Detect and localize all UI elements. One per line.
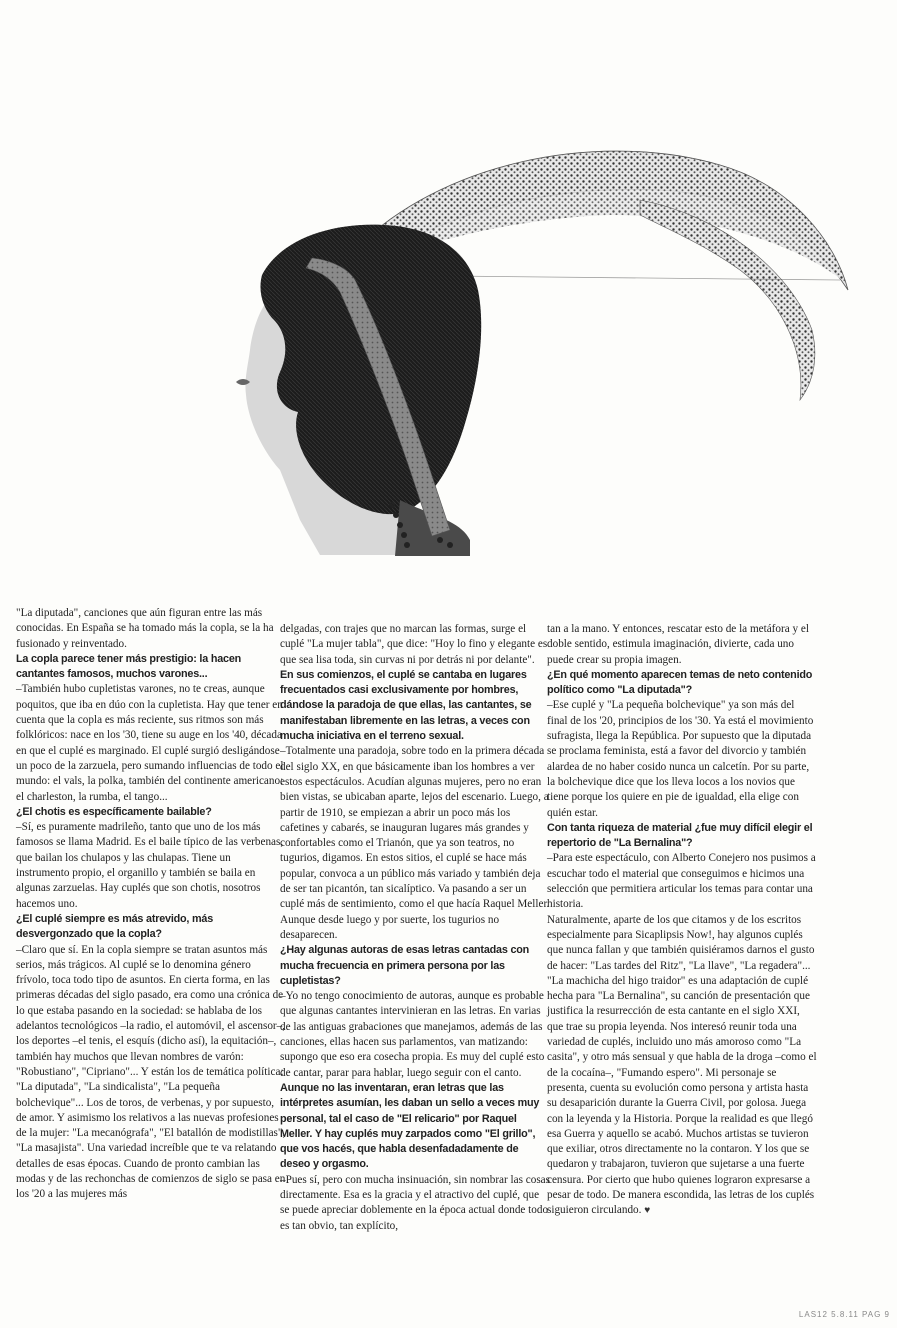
interview-question: En sus comienzos, el cuplé se cantaba en lugares frecuentados casi exclusivamente por hombres, dándose la paradoja de que ellas, las cantantes, se manifestaban libremente en las letras, a veces con mucha iniciativa en el terreno sexual. bbox=[280, 668, 532, 743]
interview-question: ¿El cuplé siempre es más atrevido, más desvergonzado que la copla? bbox=[16, 912, 214, 941]
answer-paragraph: tan a la mano. Y entonces, rescatar esto de la metáfora y el doble sentido, estimula imaginación, divierte, cada uno puede crear su propia imagen. bbox=[547, 623, 809, 666]
answer-paragraph bbox=[547, 913, 817, 1219]
answer-paragraph: –Sí, es puramente madrileño, tanto que uno de los más famosos se llama Madrid. Es el baile típico de las verbenas, que bailan los chulapos y las chulapas. Tiene un instrumento propio, el organillo y también se baila en algunas zarzuelas. Hay cuplés que son chotis, nosotros hacemos uno. bbox=[16, 821, 284, 910]
interview-question: ¿Hay algunas autoras de esas letras cantadas con mucha frecuencia en primera persona por las cupletistas? bbox=[280, 944, 530, 987]
answer-paragraph: –Claro que sí. En la copla siempre se tratan asuntos más serios, más trágicos. Al cuplé se lo denomina género frívolo, toca todo tipo de asuntos. En cierta forma, en las primeras décadas del siglo pasado, era como una crónica de lo que estaba pasando en la sociedad: se hablaba de los adelantos tecnológicos –la radio, el automóvil, el ascensor–, los deportes –el tenis, el esquís (dicho así), la equitación–, también hay muchos que llevan nombres de varón: "Robustiano", "Cipriano"... Y están los de temática política: "La diputada", "La sindicalista", "La pequeña bolchevique"... Los de toros, de verbenas, y por supuesto, de amor. Y asimismo los relativos a las nuevas profesiones de la mujer: "La mecanógrafa", "El batallón de modistillas", "La masajista". Una variedad increíble que te va relatando detalles de esas épocas. Cuando de pronto cambian las modas y de las rechonchas de comienzos de siglo se pasa en los '20 a las mujeres más bbox=[16, 943, 286, 1201]
interview-question: La copla parece tener más prestigio: la hacen cantantes famosos, muchos varones... bbox=[16, 652, 242, 681]
answer-paragraph: –Para este espectáculo, con Alberto Conejero nos pusimos a escuchar todo el material que conseguimos e hicimos una selección que permitiera articular los temas para contar una historia. bbox=[547, 852, 816, 911]
interview-question: Con tanta riqueza de material ¿fue muy difícil elegir el repertorio de "La Bernalina"? bbox=[547, 821, 813, 850]
heart-end-icon: ♥ bbox=[644, 1205, 651, 1217]
interview-question: ¿El chotis es específicamente bailable? bbox=[16, 805, 212, 818]
answer-text: Naturalmente, aparte de los que citamos y de los escritos especialmente para Sicaplipsis Now!, hay algunos cuplés que nunca fallan y que también quisiéramos darnos el gusto de hacer: "Las tardes del Ritz", "La llave", "La regadera"... "La machicha del higo traidor" es una adaptación de cuplé hecha para "La Bernalina", su canción de presentación que justifica la resurrección de esta cantante en el siglo XXI, que trae su propia leyenda. Nos interesó reunir toda una variedad de cuplés, incluido uno más amoroso como "La casita", y otro más sensual y que habla de la droga –como el de la cocaína–, "Fumando espero". Mi personaje se presenta, cuenta su evolución como persona y artista hasta su desaparición durante la Guerra Civil, por golosa. Juega con la leyenda y la Historia. Porque la realidad es que llegó esa Guerra y aquello se acabó. Muchos artistas se tuvieron que exiliar, otros directamente no la contaron. Y los que se quedaron y trabajaron, tuvieron que sujetarse a una fuerte censura. Por cierto que hubo quienes lograron expresarse a pesar de todo. De manera escondida, las letras de los cuplés siguieron circulando. bbox=[547, 913, 817, 1217]
answer-paragraph: –Totalmente una paradoja, sobre todo en la primera década del siglo XX, en que básicamente iban los hombres a ver estos espectáculos. Acudían algunas mujeres, pero no eran bien vistas, se ubicaban aparte, lejos del escenario. Luego, a partir de 1910, se empiezan a abrir un poco más los cafetines y cabarés, se inauguran lugares más grandes y confortables como el Trianón, que ya son teatros, no tugurios, digamos. En estos sitios, el cuplé se hace más popular, convoca a un público más variado y también deja de ser tan picantón, tan sicalíptico. Va pasando a ser un cuplé más de sentimiento, como el que hacía Raquel Meller. Aunque desde luego y por suerte, los tugurios no desaparecen. bbox=[280, 745, 550, 941]
answer-paragraph: delgadas, con trajes que no marcan las formas, surge el cuplé "La mujer tabla", que dice: "Hoy lo fino y elegante es que sea lisa toda, sin curvas ni por detrás ni por delante". bbox=[280, 623, 548, 666]
answer-paragraph: –Yo no tengo conocimiento de autoras, aunque es probable que algunas cantantes intervinieran en las letras. En varias de las antiguas grabaciones que manejamos, además de las canciones, ellas hacen sus parlamentos, van matizando: supongo que eso era cosecha propia. Es muy del cuplé esto de cantar, parar para hablar, luego seguir con el canto. bbox=[280, 990, 545, 1079]
answer-paragraph: –Pues sí, pero con mucha insinuación, sin nombrar las cosas directamente. Esa es la gracia y el atractivo del cuplé, que se puede apreciar doblemente en la época actual donde todo es tan obvio, tan explícito, bbox=[280, 1173, 551, 1232]
article-column-1 bbox=[16, 606, 286, 1203]
woman-with-feather-headband-photo-icon bbox=[0, 0, 897, 560]
interview-question: ¿En qué momento aparecen temas de neto contenido político como "La diputada"? bbox=[547, 668, 813, 697]
article-column-2 bbox=[280, 622, 550, 1234]
interview-question: Aunque no las inventaran, eran letras que las intérpretes asumían, les daban un sello a veces muy personal, tal el caso de "El relicario" por Raquel Meller. Y hay cuplés muy zarpados como "El grillo", que vos hacés, que habla desenfadadamente de deseo y orgasmo. bbox=[280, 1081, 540, 1171]
article-column-3 bbox=[547, 622, 817, 1219]
answer-paragraph: "La diputada", canciones que aún figuran entre las más conocidas. En España se ha tomado más la copla, se la ha fusionado y reinventado. bbox=[16, 607, 274, 650]
answer-paragraph: –Ese cuplé y "La pequeña bolchevique" ya son más del final de los '20, principios de los '30. Ya está el movimiento sufragista, llega la República. Por supuesto que la diputada se proclama feminista, está a favor del divorcio y también alardea de no haber cosido nunca un calcetín. Por su parte, la bolchevique dice que los lleva locos a los novios que tiene porque los quiere en pie de igualdad, ella elige con quién estar. bbox=[547, 699, 814, 819]
answer-paragraph: –También hubo cupletistas varones, no te creas, aunque poquitos, que iba en dúo con la cupletista. Hay que tener en cuenta que la copla es más reciente, sus ritmos son más folklóricos: nace en los '30, tiene su auge en los '40, década en que el cuplé es marginado. El cuplé surgió desligándose un poco de la zarzuela, pero sumando influencias de todo el mundo: el vals, la polka, también del continente americano: el charleston, la rumba, el tango... bbox=[16, 683, 284, 803]
page-footer: LAS12 5.8.11 PAG 9 bbox=[798, 1310, 890, 1319]
